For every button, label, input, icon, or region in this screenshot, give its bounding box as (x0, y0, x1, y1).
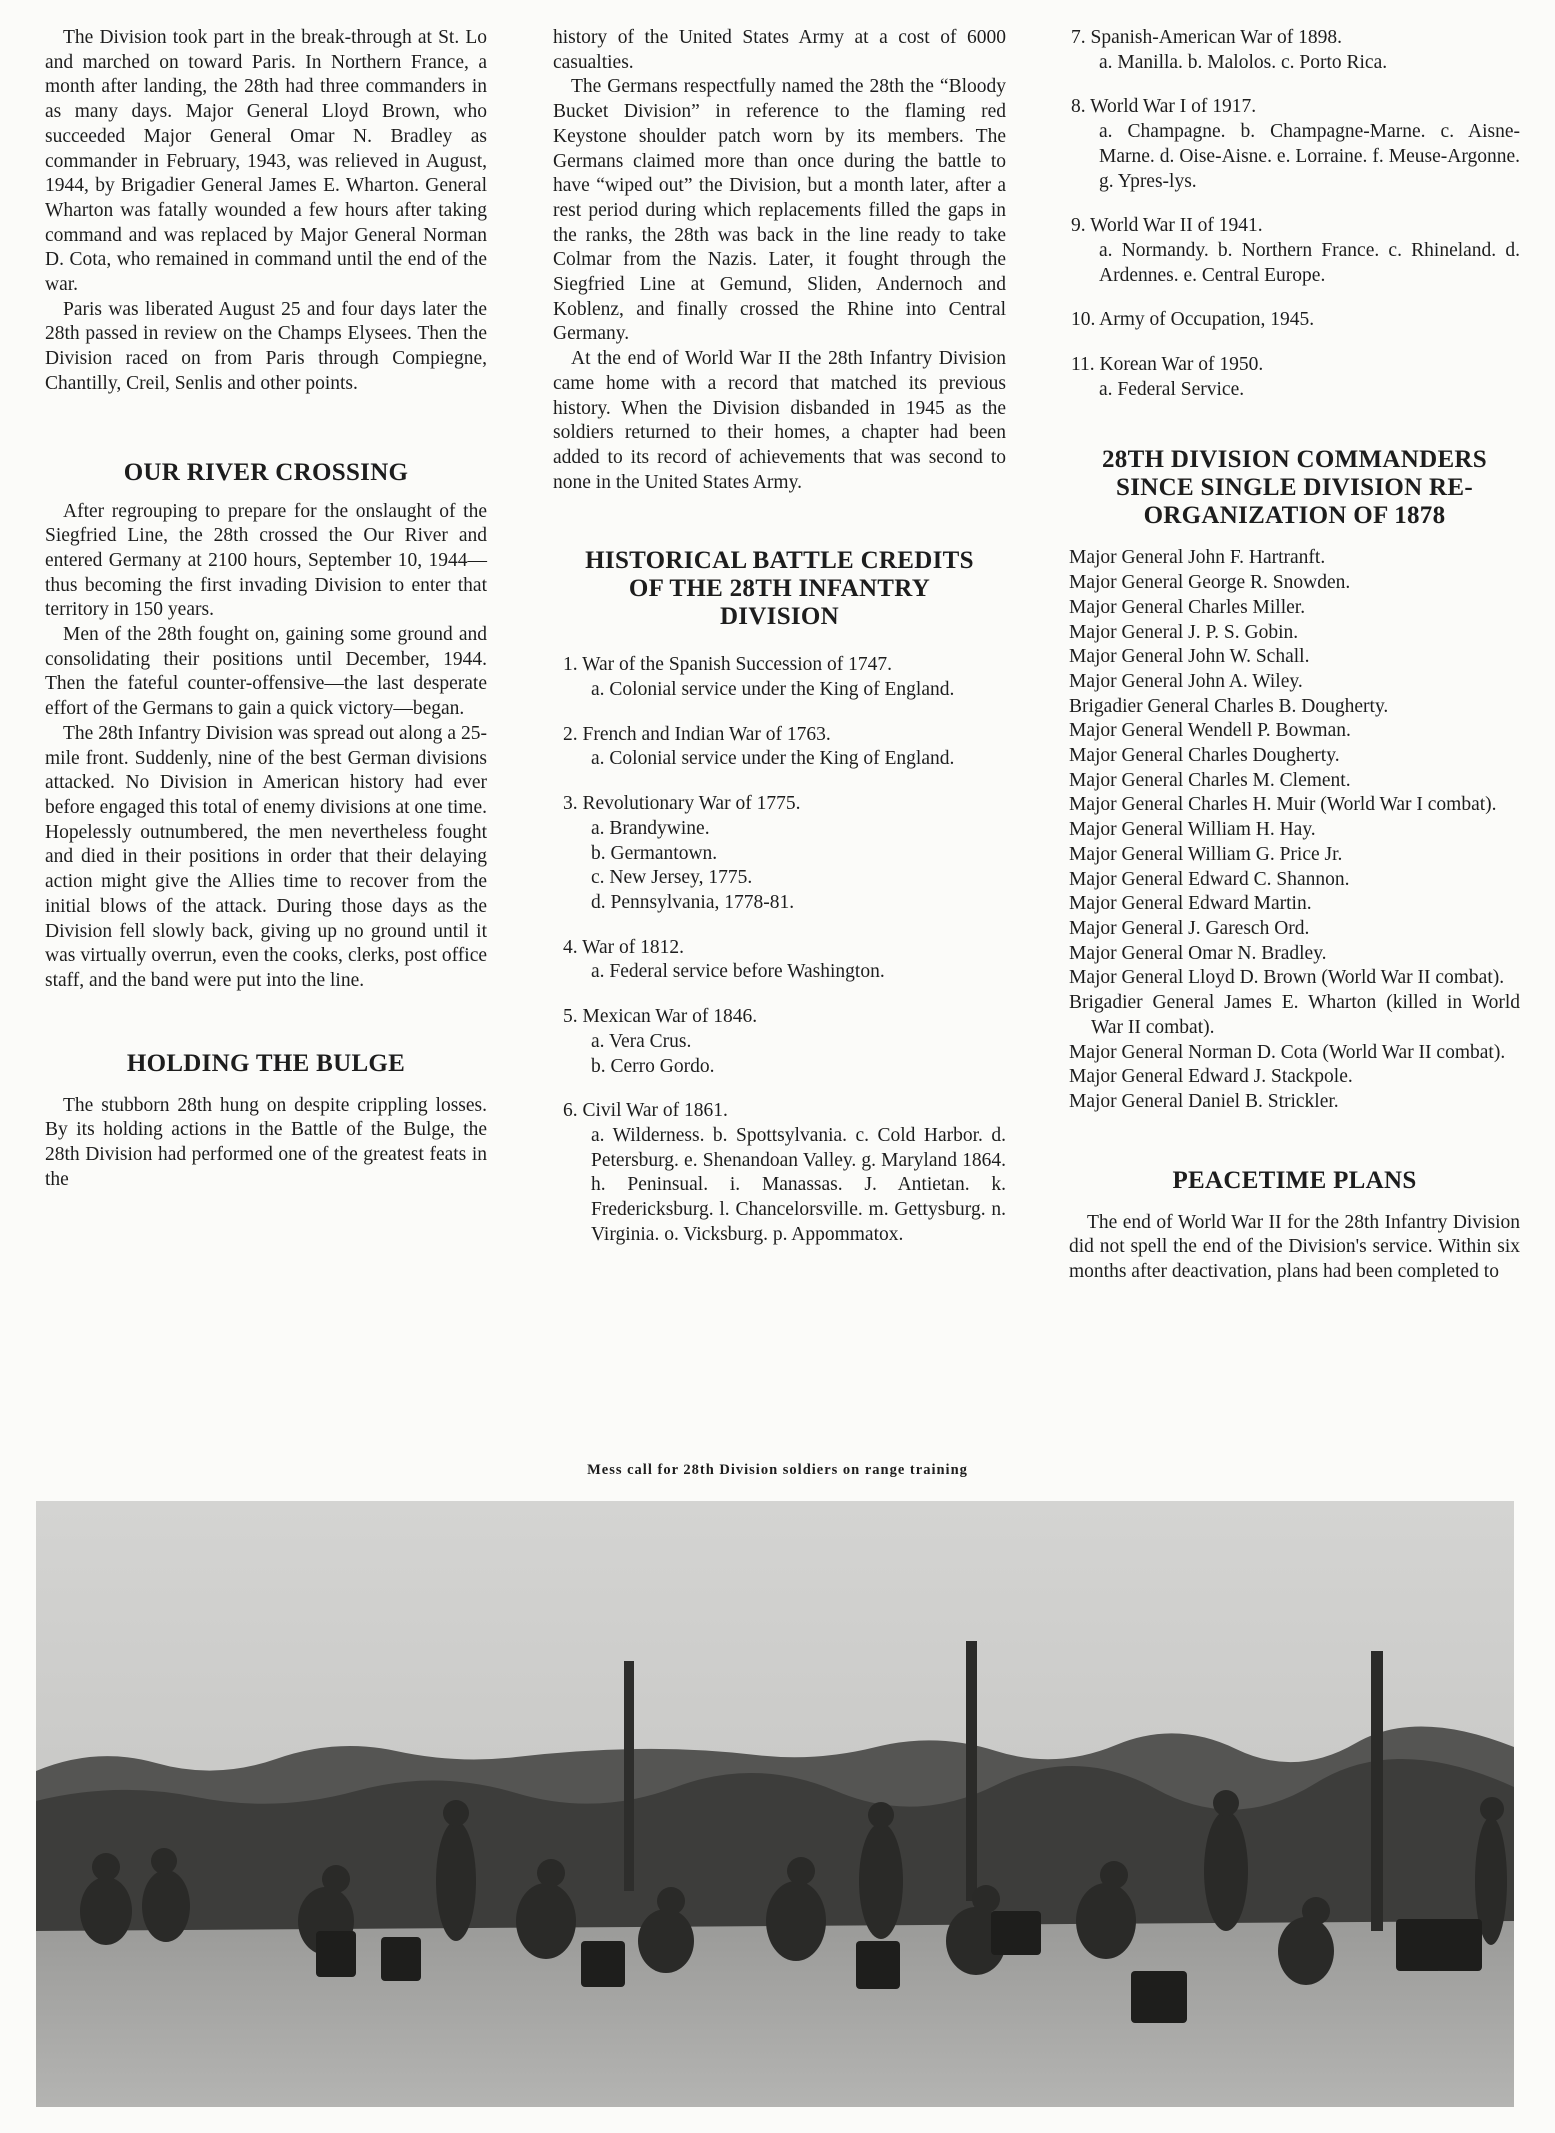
credit-title: 7. Spanish-American War of 1898. (1071, 27, 1343, 48)
paragraph: After regrouping to prepare for the onslaught of the Siegfried Line, the 28th crossed the Our River and entered Germany at 2100 hours, September 10, 1944—thus becoming the first invading Division to enter that territory in 150 years. (45, 500, 487, 621)
commander-entry: Major General George R. Snowden. (1069, 572, 1351, 594)
paragraph: The 28th Infantry Division was spread out along a 25-mile front. Suddenly, nine of the best German divisions attacked. No Division in American history had ever before engaged this total of enemy divisions at one time. Hopelessly outnumbered, the men nevertheless fought and died in their positions in order that their delaying action might give the Allies time to recover from the initial blows of the attack. During those days as the Division fell slowly back, giving up no ground until it was virtually overrun, even the cooks, clerks, post office staff, and the band were put into the line. (45, 722, 487, 991)
commander-entry: Brigadier General James E. Wharton (killed in World War II combat). (1069, 992, 1520, 1038)
section-heading: PEACETIME PLANS (1172, 1166, 1417, 1194)
commander-entry: Major General William G. Price Jr. (1069, 843, 1343, 865)
battle-credits-list (553, 653, 1006, 1247)
list-item (563, 792, 1006, 916)
credit-detail: b. Germantown. (591, 842, 718, 864)
column-3 (1069, 26, 1520, 1285)
commander-entry: Major General J. Garesch Ord. (1069, 917, 1310, 939)
section-heading: OUR RIVER CROSSING (123, 458, 409, 486)
credit-detail: a. Normandy. b. Northern France. c. Rhineland. d. Ardennes. e. Central Europe. (1099, 239, 1520, 286)
list-item (563, 723, 1006, 772)
heading-line: 28TH DIVISION COMMANDERS (1101, 446, 1487, 474)
list-item (563, 1099, 1006, 1247)
credit-detail: a. Champagne. b. Champagne-Marne. c. Aisne-Marne. d. Oise-Aisne. e. Lorraine. f. Meuse-Argonne. g. Ypres-lys. (1099, 121, 1520, 192)
credit-title: 1. War of the Spanish Succession of 1747. (563, 654, 892, 676)
credit-title: 2. French and Indian War of 1763. (563, 723, 831, 745)
paragraph: The stubborn 28th hung on despite crippling losses. By its holding actions in the Battle of the Bulge, the 28th Division had performed one of the greatest feats in the (45, 1094, 487, 1190)
commander-entry: Major General Charles H. Muir (World War I combat). (1069, 794, 1497, 816)
credit-detail: a. Manilla. b. Malolos. c. Porto Rica. (1099, 51, 1388, 73)
list-item (1071, 214, 1520, 288)
credit-title: 5. Mexican War of 1846. (563, 1006, 758, 1028)
commander-entry: Major General Charles M. Clement. (1069, 769, 1351, 791)
soldiers-photo (36, 1501, 1514, 2107)
heading-line: DIVISION (719, 603, 840, 631)
credit-detail: a. Colonial service under the King of England. (591, 748, 955, 770)
heading-line: ORGANIZATION OF 1878 (1143, 502, 1446, 530)
commander-entry: Brigadier General Charles B. Dougherty. (1069, 695, 1389, 717)
paragraph: Paris was liberated August 25 and four days later the 28th passed in review on the Champs Elysees. Then the Division raced on from Paris through Compiegne, Chantilly, Creil, Senlis and other points. (45, 298, 487, 394)
credit-detail: b. Cerro Gordo. (591, 1055, 715, 1077)
section-heading: HOLDING THE BULGE (126, 1049, 406, 1077)
credit-title: 4. War of 1812. (563, 936, 685, 958)
list-item (1071, 308, 1520, 333)
list-item (563, 653, 1006, 702)
commander-entry: Major General Norman D. Cota (World War II combat). (1069, 1041, 1506, 1063)
commander-entry: Major General Edward Martin. (1069, 893, 1312, 915)
paragraph: history of the United States Army at a cost of 6000 casualties. (553, 27, 1006, 73)
commander-entry: Major General Charles Miller. (1069, 596, 1306, 618)
photo-caption: Mess call for 28th Division soldiers on range training (587, 1462, 968, 1478)
commanders-list (1069, 546, 1520, 1114)
paragraph: The end of World War II for the 28th Infantry Division did not spell the end of the Division's service. Within six months after deactivation, plans had been completed to (1069, 1211, 1520, 1283)
credit-title: 8. World War I of 1917. (1071, 96, 1257, 118)
commander-entry: Major General John W. Schall. (1069, 646, 1310, 668)
list-item (1071, 353, 1520, 402)
credit-detail: a. Vera Crus. (591, 1030, 692, 1052)
credit-title: 6. Civil War of 1861. (563, 1100, 728, 1122)
commander-entry: Major General J. P. S. Gobin. (1069, 621, 1299, 643)
heading-line: OF THE 28TH INFANTRY (628, 575, 931, 603)
credit-title: 3. Revolutionary War of 1775. (563, 793, 801, 815)
commander-entry: Major General Daniel B. Strickler. (1069, 1090, 1339, 1112)
credit-detail: a. Wilderness. b. Spottsylvania. c. Cold Harbor. d. Petersburg. e. Shenandoan Valley. g. Maryland 1864. h. Peninsual. i. Manassas. J. Antietan. k. Fredericksburg. l. Chancelorsville. m. Gettysburg. n. Virginia. o. Vicksburg. p. Appommatox. (591, 1124, 1006, 1245)
credit-detail: d. Pennsylvania, 1778-81. (591, 891, 795, 913)
commander-entry: Major General Edward C. Shannon. (1069, 868, 1350, 890)
column-2 (553, 26, 1006, 1267)
credit-detail: a. Federal service before Washington. (591, 961, 885, 983)
photo-illustration (36, 1501, 1514, 2107)
column-1 (45, 26, 487, 1192)
paragraph: Men of the 28th fought on, gaining some ground and consolidating their positions until December, 1944. Then the fateful counter-offensive—the last desperate effort of the Germans to gain a quick victory—began. (45, 624, 487, 720)
paragraph: The Germans respectfully named the 28th the “Bloody Bucket Division” in reference to the flaming red Keystone shoulder patch worn by its members. The Germans claimed more than once during the battle to have “wiped out” the Division, but a month later, after a rest period during which replacements filled the gaps in the ranks, the 28th was back in the line ready to take Colmar from the Nazis. Later, it fought through the Siegfried Line at Gemund, Sliden, Andernoch and Koblenz, and finally crossed the Rhine into Central Germany. (553, 76, 1006, 345)
commander-entry: Major General Edward J. Stackpole. (1069, 1066, 1353, 1088)
commander-entry: Major General Lloyd D. Brown (World War II combat). (1069, 967, 1505, 989)
list-item (563, 936, 1006, 985)
credit-title: 10. Army of Occupation, 1945. (1071, 309, 1315, 331)
heading-line: SINCE SINGLE DIVISION RE- (1116, 474, 1473, 502)
commander-entry: Major General John F. Hartranft. (1069, 547, 1326, 569)
credit-detail: a. Federal Service. (1099, 378, 1245, 400)
credit-detail: a. Brandywine. (591, 817, 710, 839)
credit-detail: a. Colonial service under the King of England. (591, 679, 955, 701)
credit-title: 11. Korean War of 1950. (1071, 354, 1264, 376)
credit-title: 9. World War II of 1941. (1071, 215, 1263, 237)
commander-entry: Major General John A. Wiley. (1069, 670, 1303, 692)
paragraph: At the end of World War II the 28th Infantry Division came home with a record that matched its previous history. When the Division disbanded in 1945 as the soldiers returned to their homes, a chapter had been added to its record of achievements that was second to none in the United States Army. (553, 348, 1006, 493)
list-item (1071, 26, 1520, 75)
commander-entry: Major General Omar N. Bradley. (1069, 942, 1327, 964)
section-heading (1069, 446, 1520, 530)
heading-line: HISTORICAL BATTLE CREDITS (585, 547, 974, 575)
list-item (563, 1005, 1006, 1079)
section-heading (553, 547, 1006, 631)
list-item (1071, 95, 1520, 194)
paragraph: The Division took part in the break-through at St. Lo and marched on toward Paris. In Northern France, a month after landing, the 28th had three commanders in as many days. Major General Lloyd Brown, who succeeded Major General Omar N. Bradley as commander in February, 1943, was relieved in August, 1944, by Brigadier General James E. Wharton. General Wharton was fatally wounded a few hours after taking command and was replaced by Major General Norman D. Cota, who remained in command until the end of the war. (45, 27, 487, 296)
credit-detail: c. New Jersey, 1775. (591, 867, 753, 889)
commander-entry: Major General Wendell P. Bowman. (1069, 720, 1351, 742)
commander-entry: Major General Charles Dougherty. (1069, 745, 1340, 767)
battle-credits-list (1069, 26, 1520, 402)
commander-entry: Major General William H. Hay. (1069, 819, 1316, 841)
